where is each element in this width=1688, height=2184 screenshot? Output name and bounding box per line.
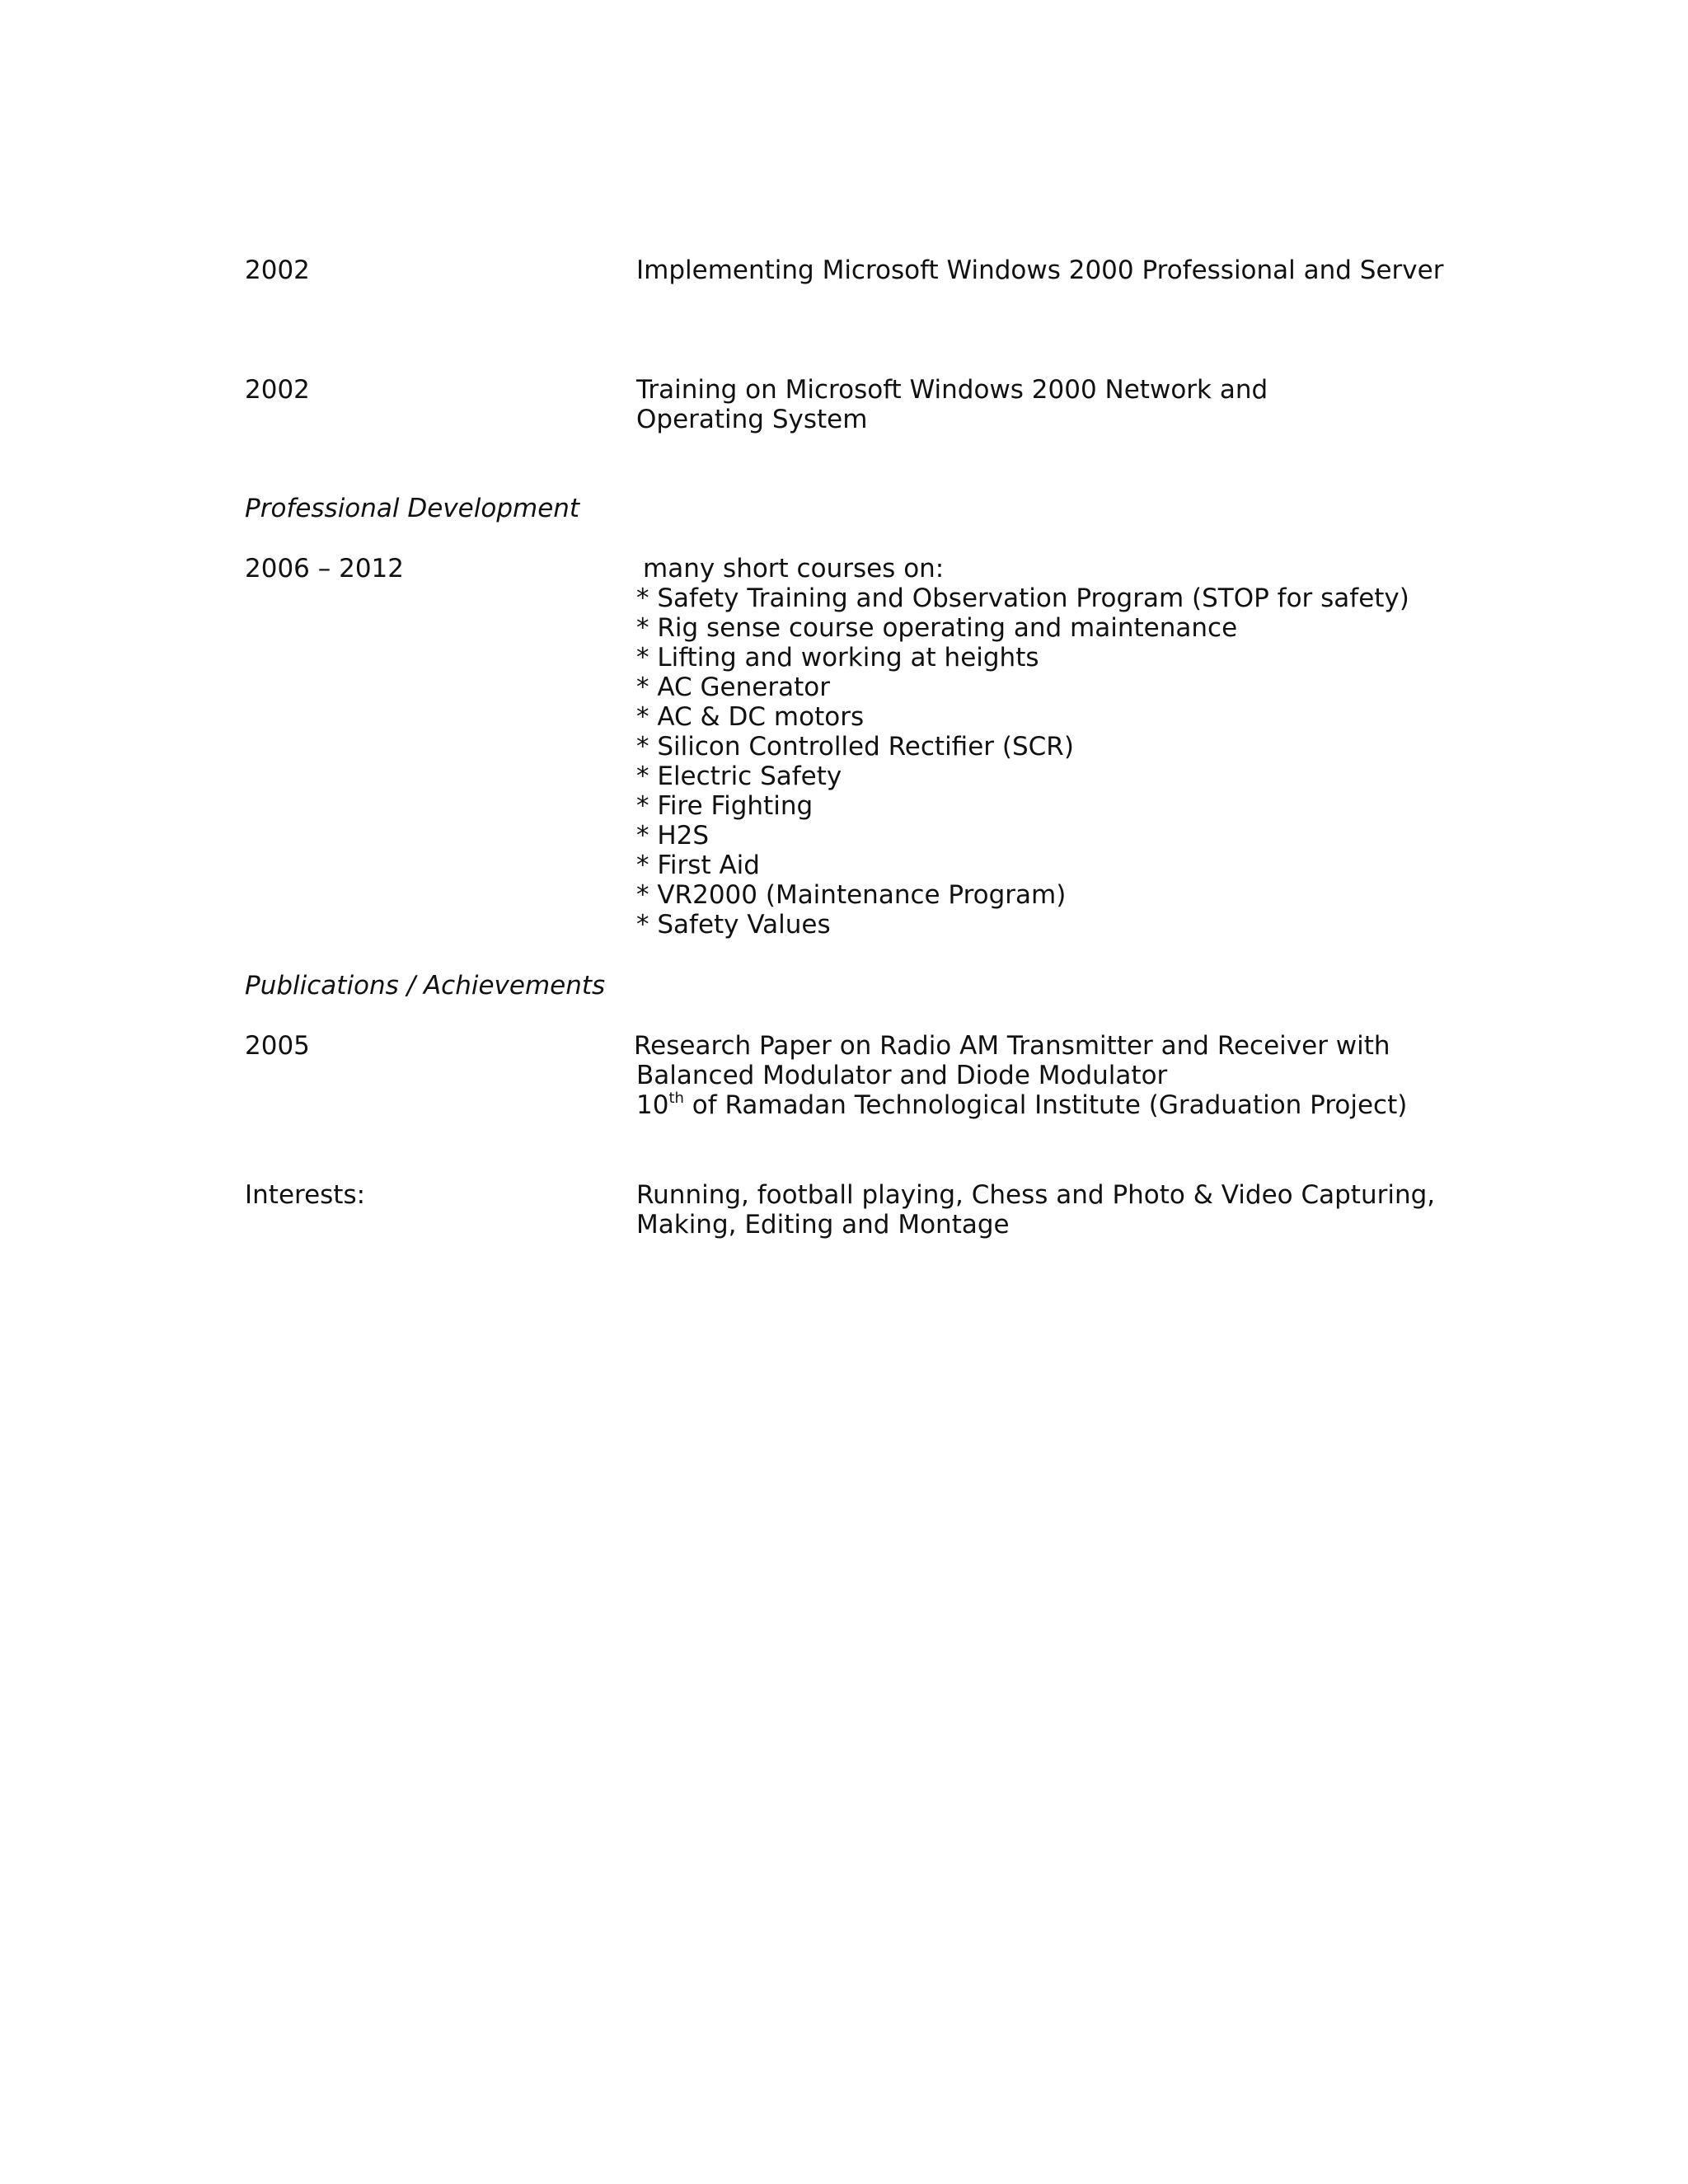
- courses-intro: many short courses on:: [643, 554, 945, 583]
- training-entry-1-line: Implementing Microsoft Windows 2000 Professional and Server: [636, 255, 1444, 285]
- course-list: [636, 583, 1409, 940]
- publication-line-3: [634, 1090, 1407, 1120]
- course-item: * Rig sense course operating and maintenance: [636, 613, 1238, 643]
- course-item: * Safety Values: [636, 910, 831, 940]
- course-item: * First Aid: [636, 851, 760, 880]
- course-item: * Fire Fighting: [636, 791, 814, 821]
- course-item: * Silicon Controlled Rectifier (SCR): [636, 732, 1074, 762]
- publication-line-3-rest: of Ramadan Technological Institute (Graduation Project): [683, 1090, 1408, 1120]
- training-year-1: 2002: [245, 255, 310, 285]
- training-entry-2: [636, 375, 1268, 434]
- interests-label: Interests:: [245, 1180, 366, 1210]
- publication-line-3-number: 10: [636, 1090, 669, 1120]
- course-item: * AC Generator: [636, 673, 830, 702]
- professional-development-courses: [636, 554, 1409, 940]
- publication-entry: [634, 1031, 1407, 1120]
- course-item: * H2S: [636, 821, 710, 851]
- section-heading-publications: Publications / Achievements: [245, 971, 606, 1001]
- course-item: * VR2000 (Maintenance Program): [636, 880, 1067, 910]
- publication-line-2: Balanced Modulator and Diode Modulator: [636, 1061, 1168, 1090]
- course-item: * Lifting and working at heights: [636, 643, 1039, 673]
- publication-year: 2005: [245, 1031, 310, 1061]
- training-entry-2-line-2: Operating System: [636, 405, 868, 434]
- interests-entry: [636, 1180, 1435, 1240]
- course-item: * Electric Safety: [636, 762, 842, 791]
- professional-development-period: 2006 – 2012: [245, 554, 404, 583]
- publication-line-3-suffix: th: [668, 1089, 684, 1107]
- course-item: * AC & DC motors: [636, 702, 865, 732]
- section-heading-professional-development: Professional Development: [245, 494, 580, 523]
- training-entry-2-line-1: Training on Microsoft Windows 2000 Network and: [636, 375, 1268, 405]
- training-year-2: 2002: [245, 375, 310, 405]
- training-entry-1: [636, 255, 1443, 285]
- interests-line-2: Making, Editing and Montage: [636, 1210, 1010, 1240]
- interests-line-1: Running, football playing, Chess and Photo & Video Capturing,: [636, 1180, 1436, 1210]
- course-item: * Safety Training and Observation Program (STOP for safety): [636, 583, 1409, 613]
- publication-line-1: Research Paper on Radio AM Transmitter and Receiver with: [634, 1031, 1390, 1061]
